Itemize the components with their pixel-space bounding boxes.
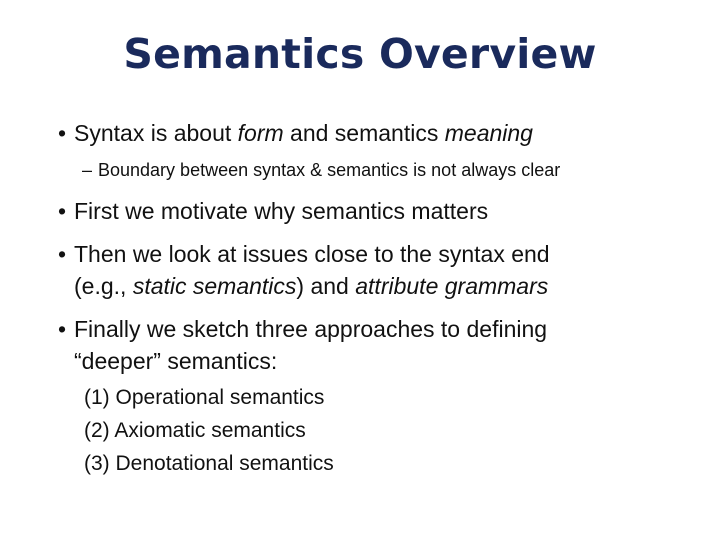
approach-item-operational: (1) Operational semantics [84,386,325,409]
emphasis-static-semantics: static semantics [132,273,297,299]
bullet-text: (e.g., [74,273,133,299]
approach-item-axiomatic: (2) Axiomatic semantics [84,419,306,442]
bullet-dot: • [58,198,67,224]
emphasis-form: form [237,120,284,146]
bullet-item-3-continuation [74,271,548,301]
bullet-item-4-continuation [74,346,277,376]
bullet-text: Syntax is about [74,120,238,146]
sub-bullet-text: Boundary between syntax & semantics is not always clear [98,160,561,180]
bullet-text: “deeper” semantics: [74,348,278,374]
bullet-text: ) and [296,273,356,299]
slide-title: Semantics Overview [123,30,597,78]
bullet-item-3 [58,239,550,269]
sub-bullet-item [82,158,560,182]
bullet-text: Finally we sketch three approaches to defining [74,316,548,342]
bullet-dot: • [58,316,67,342]
bullet-text: First we motivate why semantics matters [74,198,489,224]
bullet-text: Then we look at issues close to the syntax end [74,241,550,267]
bullet-item-4 [58,314,547,344]
bullet-dot: • [58,241,67,267]
approach-item-denotational: (3) Denotational semantics [84,452,334,475]
emphasis-attribute-grammars: attribute grammars [355,273,549,299]
bullet-item-2 [58,196,488,226]
emphasis-meaning: meaning [444,120,533,146]
bullet-dot: • [58,120,67,146]
bullet-item-1 [58,118,533,148]
bullet-text: and semantics [283,120,445,146]
dash-marker: – [82,160,93,180]
